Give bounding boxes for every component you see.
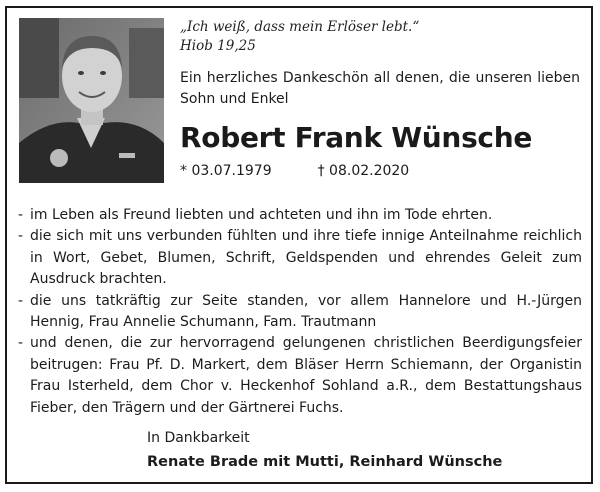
- bible-quote: [180, 18, 580, 56]
- quote-text: „Ich weiß, dass mein Erlöser lebt.“: [180, 19, 420, 35]
- quote-reference: Hiob 19,25: [180, 38, 256, 54]
- portrait-photo: [19, 18, 164, 183]
- life-dates: [180, 162, 580, 180]
- death-date: † 08.02.2020: [317, 163, 410, 179]
- list-item: - und denen, die zur hervorragend gelungenen christlichen Beerdigungsfeier beitrugen: Frau Pf. D. Markert, dem Bläser Herrn Schiemann, der Organistin Frau Isterheld, dem Chor v. Heckenhof Sohland a.R., dem Bestattungshaus Fieber, den Trägern und der Gärtnerei Fuchs.: [18, 333, 582, 419]
- list-item: - die sich mit uns verbunden fühlten und ihre tiefe innige Anteilnahme reichlich in Wort, Gebet, Blumen, Schrift, Geldspenden und ehrendes Geleit zum Ausdruck brachten.: [18, 226, 582, 290]
- list-item: - im Leben als Freund liebten und achteten und ihn im Tode ehrten.: [18, 205, 582, 226]
- list-item: - die uns tatkräftig zur Seite standen, vor allem Hannelore und H.-Jürgen Hennig, Frau Annelie Schumann, Fam. Trautmann: [18, 291, 582, 334]
- deceased-name: Robert Frank Wünsche: [180, 121, 533, 154]
- signers: Renate Brade mit Mutti, Reinhard Wünsche: [147, 454, 503, 470]
- acknowledgement-list: [18, 205, 582, 419]
- thanks-intro: Ein herzliches Dankeschön all denen, die unseren lieben Sohn und Enkel: [180, 70, 580, 107]
- header-block: [180, 18, 580, 180]
- closing-block: [147, 428, 502, 472]
- portrait-image: [19, 18, 164, 183]
- birth-date: * 03.07.1979: [180, 163, 272, 179]
- closing-intro: In Dankbarkeit: [147, 430, 250, 446]
